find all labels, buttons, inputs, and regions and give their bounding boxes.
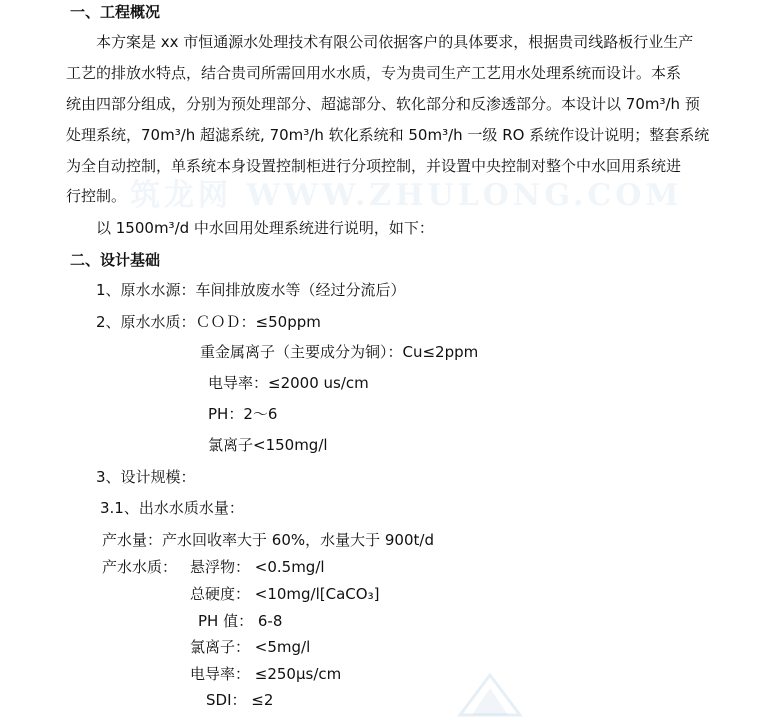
output-volume: 产水量：产水回收率大于 60%，水量大于 900t/d (102, 531, 434, 549)
raw-quality-ph: PH：2～6 (208, 405, 278, 423)
output-total-hardness: 总硬度： <10mg/l[CaCO₃] (190, 585, 380, 603)
output-chloride: 氯离子： <5mg/l (190, 638, 311, 656)
watermark-logo-icon (420, 670, 560, 720)
raw-water-source: 1、原水水源：车间排放废水等（经过分流后） (96, 281, 406, 299)
watermark: 筑龙网 WWW.ZHULONG.COM (130, 178, 683, 213)
raw-water-quality-cod: 2、原水水质：ＣＯＤ：≤50ppm (96, 313, 321, 331)
summary-line: 以 1500m³/d 中水回用处理系统进行说明，如下： (96, 219, 434, 237)
paragraph-line-1: 本方案是 xx 市恒通源水处理技术有限公司依据客户的具体要求，根据贵司线路板行业生产 (96, 33, 694, 51)
raw-quality-conductivity: 电导率：≤2000 us/cm (208, 374, 369, 392)
paragraph-line-5: 为全自动控制，单系统本身设置控制柜进行分项控制，并设置中央控制对整个中水回用系统进 (66, 157, 682, 175)
design-scale-heading: 3、设计规模： (96, 468, 196, 486)
output-conductivity: 电导率： ≤250μs/cm (190, 665, 342, 683)
output-water-heading: 3.1、出水水质水量： (100, 499, 244, 517)
paragraph-line-3: 统由四部分组成，分别为预处理部分、超滤部分、软化部分和反渗透部分。本设计以 70m³/h 预 (66, 95, 700, 113)
paragraph-line-2: 工艺的排放水特点，结合贵司所需回用水水质，专为贵司生产工艺用水处理系统而设计。本系 (66, 64, 682, 82)
output-suspended-solids: 悬浮物： <0.5mg/l (190, 558, 325, 576)
section1-heading: 一、工程概况 (70, 3, 161, 21)
section2-heading: 二、设计基础 (70, 251, 161, 269)
output-ph: PH 值： 6-8 (198, 612, 283, 630)
paragraph-line-4: 处理系统，70m³/h 超滤系统, 70m³/h 软化系统和 50m³/h 一级 RO 系统作设计说明；整套系统 (66, 126, 710, 144)
output-quality-label: 产水水质： (102, 558, 178, 576)
raw-quality-heavy-metal: 重金属离子（主要成分为铜）：Cu≤2ppm (200, 343, 479, 361)
paragraph-line-6: 行控制。 (66, 187, 127, 205)
output-sdi: SDI： ≤2 (206, 691, 274, 709)
raw-quality-chloride: 氯离子<150mg/l (208, 436, 328, 454)
